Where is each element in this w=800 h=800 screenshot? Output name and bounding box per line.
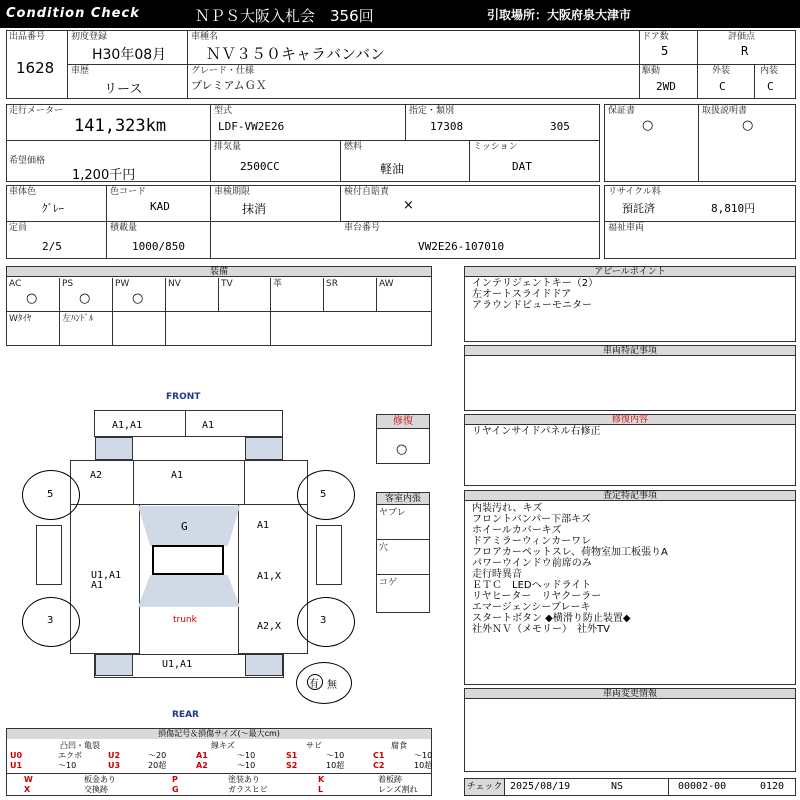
legend-code: P — [172, 775, 178, 784]
repair-detail-lines — [472, 426, 601, 437]
ext-value: C — [719, 80, 726, 93]
equipment-blank-cell — [271, 312, 431, 345]
inspection-label: 車検期限 — [214, 187, 251, 197]
mission-label: ミッション — [473, 142, 518, 152]
first-reg-value: H30年08月 — [92, 47, 167, 63]
load-value: 1000/850 — [132, 240, 185, 253]
assessment-line: 内装汚れ、キズ — [472, 503, 543, 514]
checker-initials: NS — [611, 781, 624, 792]
trunk-label: trunk — [173, 615, 197, 625]
legend-desc: ～10 — [237, 761, 256, 770]
appeal-line: アラウンドビューモニター — [472, 300, 592, 311]
liability-label: 検付自賠責 — [344, 187, 390, 197]
legend-code: L — [318, 785, 324, 794]
equip-col-tv: TV — [221, 279, 233, 289]
lot-label: 出品番号 — [9, 32, 46, 42]
assessment-line: ＥＴＣ LEDヘッドライト — [472, 580, 592, 591]
left-mirror — [36, 525, 62, 585]
equip-col-pw: PW — [115, 279, 130, 289]
repair-mark: ○ — [396, 442, 408, 457]
equip-col-leather: 革 — [273, 279, 283, 289]
assessment-line: ホイールカバーキズ — [472, 525, 562, 536]
score-label: 評価点 — [728, 32, 756, 42]
assessment-line: スタートボタン ◆横滑り防止装置◆ — [472, 613, 631, 624]
auction-title: ＮＰＳ大阪入札会 356回 — [195, 7, 374, 25]
recycle-label: リサイクル料 — [608, 187, 661, 197]
color-label: 車体色 — [9, 187, 37, 197]
interior-item-burn: コゲ — [379, 578, 398, 588]
front-label: FRONT — [166, 392, 201, 402]
equip-mark-ac: ○ — [26, 291, 38, 306]
equip-col-aw: AW — [379, 279, 394, 289]
spare-yes: 有 — [309, 679, 319, 690]
equip-col-ac: AC — [9, 279, 22, 289]
mission-value: DAT — [512, 160, 532, 173]
rear-right-tread: 3 — [320, 615, 327, 626]
check-date: 2025/08/19 — [510, 781, 571, 792]
right-rear-damage: A2,X — [257, 621, 282, 632]
category-value: 305 — [550, 120, 570, 133]
legend-code: U0 — [10, 751, 23, 760]
doors-label: ドア数 — [642, 32, 669, 42]
doors-value: 5 — [661, 44, 669, 58]
left-mid-damage: U1,A1 A1 — [91, 570, 122, 591]
type-label: 型式 — [214, 106, 233, 116]
drive-label: 駆動 — [642, 66, 661, 76]
history-value: リース — [104, 82, 143, 97]
legend-code: X — [24, 785, 31, 794]
model-label: 車種名 — [191, 32, 219, 42]
assessment-line: エマージェンシーブレーキ — [472, 602, 591, 613]
legend-desc: レンズ割れ — [378, 785, 418, 794]
displacement-value: 2500CC — [240, 160, 280, 173]
right-front-door-damage: A1 — [257, 520, 270, 531]
lot-number: 1628 — [16, 59, 55, 77]
appeal-lines — [472, 278, 598, 311]
grade-label: グレード・仕様 — [191, 66, 255, 76]
legend-desc: ～10 — [414, 751, 433, 760]
rear-left-tread: 3 — [47, 615, 54, 626]
check-label: チェック — [465, 779, 505, 795]
first-reg-label: 初度登録 — [71, 32, 108, 42]
equip-left-handle: 左ﾊﾝﾄﾞﾙ — [62, 314, 94, 324]
appeal-line: インテリジェントキー（2） — [472, 278, 599, 289]
hood-left-damage: A2 — [90, 470, 103, 481]
model-name: ＮＶ３５０キャラバンバン — [206, 45, 385, 63]
special-notes-title: 車両特記事項 — [465, 346, 795, 356]
legend-desc: エクボ — [58, 751, 82, 760]
rear-damage: U1,A1 — [162, 659, 193, 670]
legend-desc: ～10 — [237, 751, 256, 760]
int-value: C — [767, 80, 774, 93]
hood-center-damage: A1 — [171, 470, 184, 481]
assessment-line: フロアカーペットスレ、荷物室加工板張りA — [472, 547, 668, 558]
spare-no: 無 — [327, 680, 337, 691]
legend-code: S1 — [286, 751, 298, 760]
assessment-line: パワーウインドウ前席のみ — [472, 558, 592, 569]
repair-title: 修復 — [377, 415, 429, 429]
color-code-label: 色コード — [110, 187, 147, 197]
right-mid-damage: A1,X — [257, 571, 282, 582]
recycle-status: 預託済 — [622, 202, 655, 215]
displacement-label: 排気量 — [214, 142, 242, 152]
designation-value: 17308 — [430, 120, 464, 133]
score-value: R — [741, 44, 749, 58]
assessment-line: 走行時異音 — [472, 569, 522, 580]
manual-mark: ○ — [742, 118, 754, 133]
legend-group-corrosion: 腐食 — [391, 741, 407, 750]
right-mirror — [316, 525, 342, 585]
price-label: 希望価格 — [9, 156, 46, 166]
assessment-notes-title: 査定特記事項 — [465, 491, 795, 501]
assessment-line: リヤヒーター リヤクーラー — [472, 591, 602, 602]
reference-code: 0120 — [760, 781, 785, 792]
legend-code: W — [24, 775, 33, 784]
change-info-panel — [464, 688, 796, 772]
front-left-tread: 5 — [47, 489, 54, 500]
odo-label: 走行メーター — [9, 106, 64, 116]
designation-label: 指定・類別 — [409, 106, 455, 116]
fuel-value: 軽油 — [380, 162, 405, 176]
assessment-line: 社外ＮＶ（メモリー） 社外TV — [472, 624, 610, 635]
legend-desc: 10超 — [414, 761, 433, 770]
pickup-location: 引取場所：大阪府泉大津市 — [487, 8, 632, 22]
front-right-damage: A1 — [202, 420, 215, 431]
manual-label: 取扱説明書 — [702, 106, 748, 116]
legend-desc: ～20 — [148, 751, 167, 760]
color-code-value: KAD — [150, 200, 170, 213]
rear-glass[interactable] — [138, 575, 240, 607]
legend-code: S2 — [286, 761, 298, 770]
grade-value: プレミアムＧＸ — [191, 79, 267, 92]
roof[interactable] — [152, 545, 224, 575]
odometer-value: 141,323km — [74, 116, 167, 136]
recycle-fee: 8,810円 — [711, 202, 756, 215]
front-left-damage: A1,A1 — [112, 420, 143, 431]
type-value: LDF-VW2E26 — [218, 120, 285, 133]
warranty-mark: ○ — [642, 118, 654, 133]
legend-desc: 板金あり — [84, 775, 116, 784]
legend-desc: 20超 — [148, 761, 167, 770]
interior-item-tear: ヤブレ — [379, 508, 406, 518]
rear-label: REAR — [172, 710, 199, 720]
equipment-title: 装備 — [7, 267, 431, 277]
legend-group-dent: 凸凹・亀裂 — [60, 741, 100, 750]
legend-code: K — [318, 775, 325, 784]
interior-title: 客室内張 — [377, 493, 429, 505]
legend-desc: ～10 — [326, 751, 345, 760]
legend-desc: 着板跡 — [378, 775, 402, 784]
liability-mark: × — [403, 198, 414, 213]
legend-title: 損傷記号＆損傷サイズ(～最大cm) — [7, 729, 431, 739]
assessment-notes-lines — [472, 503, 668, 635]
drive-value: 2WD — [656, 80, 676, 93]
legend-code: U2 — [108, 751, 121, 760]
legend-desc: 10超 — [326, 761, 345, 770]
reference-number: 00002-00 — [678, 781, 727, 792]
appeal-title: アピールポイント — [465, 267, 795, 277]
legend-desc: ガラスヒビ — [228, 785, 268, 794]
assessment-line: フロントバンパー下部キズ — [472, 514, 591, 525]
legend-code: A1 — [196, 751, 208, 760]
brand-logo: Condition Check — [6, 6, 140, 21]
capacity-label: 定員 — [9, 223, 28, 233]
legend-code: C1 — [373, 751, 385, 760]
front-bumper-right[interactable] — [185, 410, 283, 437]
inspection-value: 抹消 — [242, 202, 267, 216]
legend-group-rust: サビ — [306, 741, 322, 750]
appeal-line: 左オートスライドドア — [472, 289, 572, 300]
load-label: 積載量 — [110, 223, 138, 233]
history-label: 車歴 — [71, 66, 90, 76]
interior-item-hole: 穴 — [379, 543, 389, 553]
legend-group-scratch: 線キズ — [211, 741, 235, 750]
color-value: ｸﾞﾚｰ — [42, 202, 64, 215]
capacity-value: 2/5 — [42, 240, 62, 253]
welfare-label: 福祉車両 — [608, 223, 645, 233]
equip-mark-ps: ○ — [79, 291, 91, 306]
legend-code: U1 — [10, 761, 23, 770]
chassis-value: VW2E26-107010 — [418, 240, 505, 253]
front-right-tread: 5 — [320, 489, 327, 500]
warranty-label: 保証書 — [608, 106, 636, 116]
equip-col-nv: NV — [168, 279, 181, 289]
fuel-label: 燃料 — [344, 142, 363, 152]
chassis-label: 車台番号 — [344, 223, 381, 233]
price-value: 1,200千円 — [72, 168, 136, 183]
windshield[interactable] — [138, 506, 240, 546]
front-left-corner — [95, 437, 133, 460]
ext-label: 外装 — [712, 66, 731, 76]
legend-desc: ～10 — [58, 761, 77, 770]
equip-mark-pw: ○ — [132, 291, 144, 306]
legend-code: U3 — [108, 761, 121, 770]
windshield-damage: G — [181, 520, 188, 533]
hood[interactable] — [133, 460, 245, 505]
legend-desc: 塗装あり — [228, 775, 260, 784]
equip-col-ps: PS — [62, 279, 74, 289]
legend-code: C2 — [373, 761, 385, 770]
int-label: 内装 — [760, 66, 779, 76]
vehicle-info-row3 — [6, 185, 600, 259]
legend-desc: 交換跡 — [84, 785, 108, 794]
assessment-line: ドアミラーウィンカーワレ — [472, 536, 592, 547]
front-right-corner — [245, 437, 283, 460]
repair-detail-title: 修復内容 — [465, 415, 795, 425]
spare-tire — [296, 662, 352, 704]
legend-code: G — [172, 785, 179, 794]
change-info-title: 車両変更情報 — [465, 689, 795, 699]
equip-col-sr: SR — [326, 279, 338, 289]
legend-code: A2 — [196, 761, 208, 770]
equip-double-tire: Wﾀｲﾔ — [9, 314, 32, 324]
repair-detail-line: リヤインサイドパネル右修正 — [472, 426, 601, 437]
